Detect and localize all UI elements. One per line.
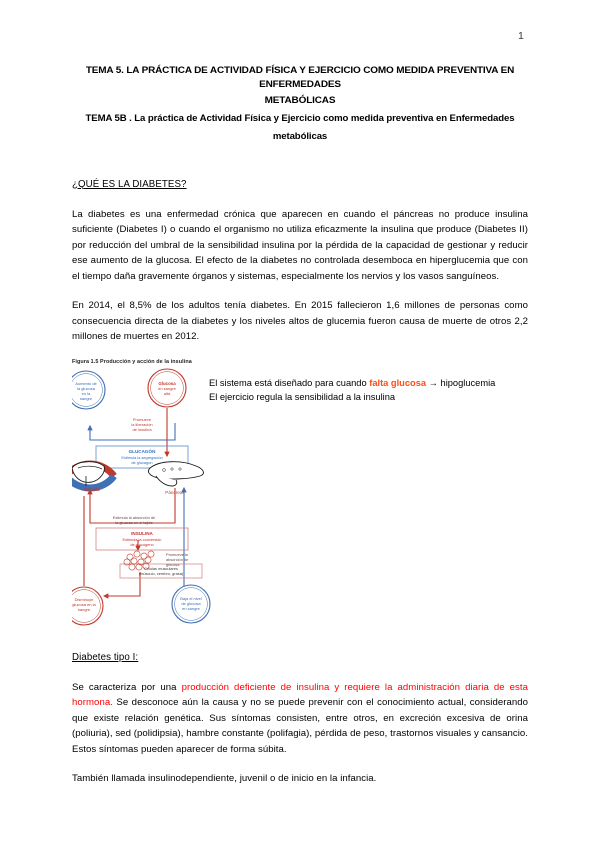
document-subtitle-line-2: metabólicas: [272, 131, 328, 143]
svg-text:alta: alta: [163, 390, 171, 396]
svg-text:Estimula la conversión: Estimula la conversión: [122, 536, 162, 542]
svg-text:en sangre: en sangre: [182, 605, 200, 611]
svg-text:absorción de: absorción de: [166, 556, 189, 562]
svg-text:la glucosa: la glucosa: [76, 385, 96, 391]
insulin-diagram: [72, 368, 222, 630]
type1-text-part-2: Se desconoce aún la causa y no se puede prevenir con el conocimiento actual, considerando que existe relación genética. Sus síntomas consisten, entre otros, en excreción excesiva de orina (poliuria), sed (polidipsia), hambre constante (polifagia), pérdida de peso, trastornos visuales y cansancio. Estos síntomas pueden aparecer de forma súbita.: [72, 697, 528, 755]
document-subtitle-line-1: TEMA 5B . La práctica de Actividad Física y Ejercicio como medida preventiva en Enfermedades: [85, 112, 515, 124]
figure-note-1-highlight: falta glucosa: [369, 377, 427, 388]
figure-note-1-part-1: El sistema está diseñado para cuando: [209, 377, 370, 388]
svg-text:de insulina: de insulina: [132, 426, 152, 432]
figure-note-1-part-2: → hipoglucemia: [426, 377, 496, 388]
svg-text:Páncreas: Páncreas: [165, 489, 185, 495]
figure-note-line-1: [209, 376, 529, 390]
svg-text:Disminuye: Disminuye: [74, 596, 94, 602]
svg-text:glucosa en la: glucosa en la: [72, 601, 96, 607]
svg-text:de glucagon: de glucagon: [131, 459, 153, 465]
document-title-block: [72, 64, 528, 145]
svg-text:en la: en la: [81, 390, 91, 396]
figure-caption: Figura 1.5 Producción y acción de la insulina: [72, 358, 192, 365]
svg-text:INSULINA: INSULINA: [131, 530, 153, 536]
svg-text:(músculo, cerebro, grasa): (músculo, cerebro, grasa): [138, 570, 184, 576]
type1-text-part-1: Se caracteriza por una: [72, 681, 182, 693]
insulin-diagram-svg: [72, 368, 222, 630]
svg-text:sangre: sangre: [77, 606, 91, 612]
liver-illustration: [72, 461, 114, 491]
paragraph-diabetes-type-1-description: [72, 680, 528, 758]
page-number: 1: [517, 30, 524, 42]
svg-text:GLUCAGÓN: GLUCAGÓN: [128, 448, 156, 454]
figure-row: [72, 368, 528, 630]
type1-text-highlight: producción deficiente de insulina y requiere la administración diaria de esta hormona.: [72, 681, 529, 709]
svg-text:Células musculares: Células musculares: [144, 565, 178, 571]
heading-what-is-diabetes: ¿QUÉ ES LA DIABETES?: [72, 178, 187, 190]
page-content: [72, 64, 528, 787]
document-title-line-2: METABÓLICAS: [264, 94, 336, 106]
heading-diabetes-type-1: Diabetes tipo I:: [72, 651, 139, 663]
svg-text:Promueve la: Promueve la: [166, 551, 188, 557]
svg-text:glucosa: glucosa: [166, 561, 180, 567]
svg-text:de glucosa: de glucosa: [181, 600, 201, 606]
svg-text:Estimula la segregación: Estimula la segregación: [121, 454, 163, 460]
paragraph-diabetes-statistics: En 2014, el 8,5% de los adultos tenía diabetes. En 2015 fallecieron 1,6 millones de personas como consecuencia directa de la diabetes y los niveles altos de glucemia fueron causa de muerte de otros 2,2 millones de muertes en 2012.: [72, 300, 528, 343]
paragraph-diabetes-definition: La diabetes es una enfermedad crónica que aparecen en cuando el páncreas no produce insulina suficiente (Diabetes I) o cuando el organismo no utiliza eficazmente la insulina que produce (Diabetes II) por reducción del umbral de la sensibilidad insulina por la pérdida de la capacidad de gestionar y reducir ese aumento de la glucosa. El efecto de la diabetes no controlada desemboca en hiperglucemia que con el tiempo daña gravemente órganos y sistemas, especialmente los nervios y los vasos sanguíneos.: [72, 208, 528, 282]
pancreas-illustration: [148, 461, 203, 494]
svg-text:de glucógeno: de glucógeno: [130, 541, 154, 547]
svg-text:la liberación: la liberación: [131, 421, 153, 427]
svg-text:Baja el nivel: Baja el nivel: [180, 595, 202, 601]
svg-text:en sangre: en sangre: [158, 385, 176, 391]
paragraph-diabetes-type-1-alt-names: También llamada insulinodependiente, juvenil o de inicio en la infancia.: [72, 773, 377, 785]
figure-notes: [209, 376, 529, 404]
svg-text:Aumento de: Aumento de: [75, 380, 97, 386]
figure-note-line-2: El ejercicio regula la sensibilidad a la insulina: [209, 391, 396, 402]
svg-text:la glucosa en el tejido: la glucosa en el tejido: [115, 519, 153, 525]
svg-text:Estimula la absorción de: Estimula la absorción de: [112, 514, 156, 520]
svg-text:Hígado: Hígado: [84, 486, 100, 492]
svg-text:Glucosa: Glucosa: [158, 380, 176, 386]
document-title-line-1: TEMA 5. LA PRÁCTICA DE ACTIVIDAD FÍSICA Y EJERCICIO COMO MEDIDA PREVENTIVA EN ENFERMEDADES: [85, 65, 515, 90]
svg-text:sangre: sangre: [79, 395, 93, 401]
svg-text:Promueve: Promueve: [132, 416, 152, 422]
